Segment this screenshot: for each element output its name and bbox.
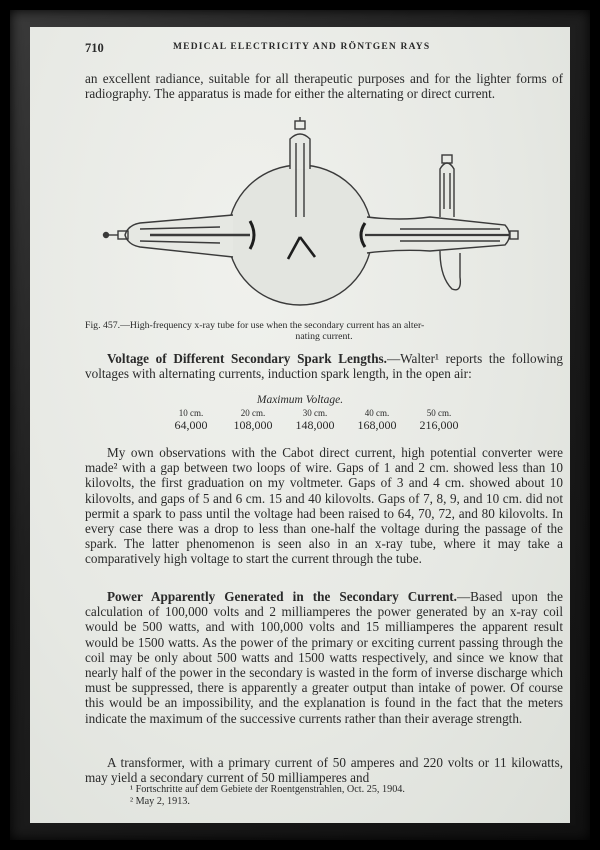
voltage-table xyxy=(160,408,470,433)
voltage-section xyxy=(85,351,563,381)
caption-line-2: nating current. xyxy=(295,331,353,342)
footnotes xyxy=(130,784,405,808)
transformer-text: A transformer, with a primary current of 50 amperes and 220 volts or 11 kilowatts, may yield a secondary current of 50 milliamperes and xyxy=(85,755,563,786)
power-section xyxy=(85,589,563,726)
page-number: 710 xyxy=(85,41,104,55)
gap-cell: 50 cm. xyxy=(426,408,452,418)
figure-caption xyxy=(85,320,563,342)
voltage-cell: 64,000 xyxy=(174,418,208,432)
voltage-cell: 108,000 xyxy=(233,418,273,432)
gap-cell: 10 cm. xyxy=(178,408,204,418)
transformer-paragraph xyxy=(85,755,563,785)
power-text: —Based upon the calculation of 100,000 volts and 2 milliamperes the power generated by an x-ray coil would be 500 watts, and with 100,000 volts and 15 milliamperes the apparent result would be 1500 watts. As the power of the primary or exciting current passing through the coil may be only about 500 watts and 1500 watts respectively, and since we know that nearly half of the power in the secondary is wasted in the form of inverse discharge which must be suppressed, there is apparently a greater output than intake of power. Of course this would be an impossibility, and the explanation is found in the fact that the meters indicate the maximum of the successive currents rather than their average strength. xyxy=(85,589,563,726)
running-title: MEDICAL ELECTRICITY AND RÖNTGEN RAYS xyxy=(173,42,431,52)
intro-text: an excellent radiance, suitable for all therapeutic purposes and for the lighter forms of radiography. The apparatus is made for either the alternating or direct current. xyxy=(85,71,563,102)
xray-tube-illustration xyxy=(100,117,520,317)
gap-cell: 30 cm. xyxy=(302,408,328,418)
caption-line-1: Fig. 457.—High-frequency x-ray tube for use when the secondary current has an alter- xyxy=(85,320,425,331)
power-heading: Power Apparently Generated in the Secondary Current. xyxy=(107,589,457,604)
book-page xyxy=(30,27,570,823)
voltage-cell: 216,000 xyxy=(419,418,459,432)
gap-cell: 20 cm. xyxy=(240,408,266,418)
table-title: Maximum Voltage. xyxy=(256,394,344,406)
observations-paragraph xyxy=(85,445,563,567)
intro-paragraph xyxy=(85,71,563,101)
footnote-2: ² May 2, 1913. xyxy=(130,796,190,807)
gap-cell: 40 cm. xyxy=(364,408,390,418)
voltage-row xyxy=(160,418,470,433)
footnote-1: ¹ Fortschritte auf dem Gebiete der Roentgenstrahlen, Oct. 25, 1904. xyxy=(130,784,405,795)
voltage-cell: 168,000 xyxy=(357,418,397,432)
gap-row xyxy=(160,408,470,418)
observations-text: My own observations with the Cabot direct current, high potential converter were made² with a gap between two loops of wire. Gaps of 1 and 2 cm. showed less than 10 kilovolts, the first graduation on my voltmeter. Gaps of 3 and 4 cm. showed about 10 kilovolts, and gaps of 5 and 6 cm. 15 and 40 kilovolts. Gaps of 7, 8, 9, and 10 cm. did not permit a spark to pass until the voltage had been raised to 64, 70, 72, and 80 kilovolts. In every case there was a drop to less than one-half the voltage during the passage of the spark. The latter phenomenon is seen also in an x-ray tube, where it may take a comparatively high voltage to start the current through the tube. xyxy=(85,445,563,567)
voltage-heading: Voltage of Different Secondary Spark Lengths. xyxy=(107,351,387,366)
voltage-cell: 148,000 xyxy=(295,418,335,432)
voltage-text: —Walter¹ reports the following voltages with alternating currents, induction spark length, in the open air: xyxy=(85,351,563,382)
